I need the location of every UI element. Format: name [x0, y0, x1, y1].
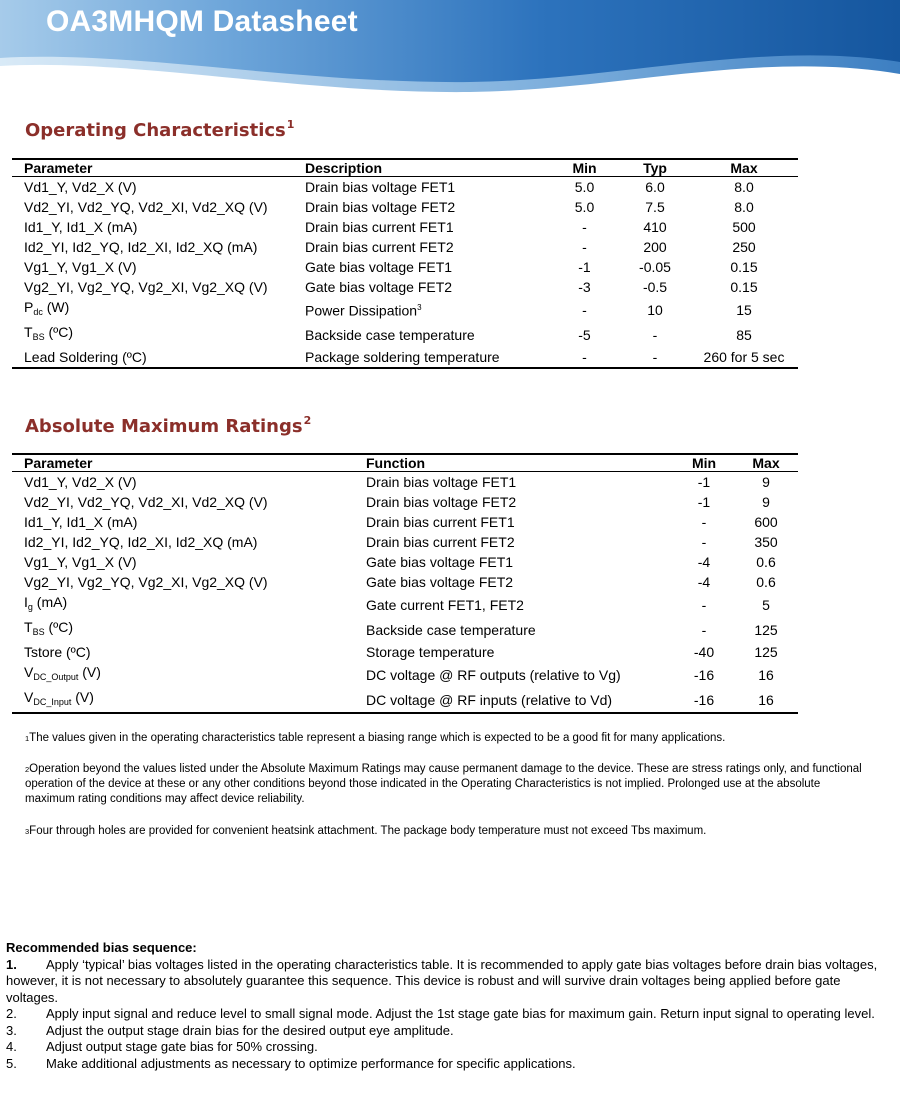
bias-step	[6, 957, 891, 1007]
cell-parameter: Vd1_Y, Vd2_X (V)	[24, 179, 137, 195]
description-text: Gate bias voltage FET2	[305, 279, 453, 295]
description-text: Drain bias voltage FET1	[305, 179, 456, 195]
cell-parameter: Vg1_Y, Vg1_X (V)	[24, 554, 137, 570]
description-text: Power Dissipation	[305, 302, 418, 319]
cell-parameter	[12, 687, 354, 713]
description-text: Gate bias voltage FET1	[305, 259, 453, 275]
cell-typ: 200	[643, 239, 667, 255]
cell-min: -1	[697, 494, 711, 510]
param-symbol: P	[24, 299, 34, 315]
cell-min: -	[701, 596, 707, 613]
table-row	[12, 642, 798, 662]
cell-typ: -0.5	[642, 279, 668, 295]
col-min: Min	[549, 159, 620, 177]
header-banner	[0, 0, 900, 110]
table-row	[12, 532, 798, 552]
col-function: Function	[354, 454, 674, 472]
cell-parameter: Lead Soldering (ºC)	[12, 347, 293, 368]
step-number: 1.	[6, 956, 17, 972]
cell-parameter	[12, 297, 293, 322]
bias-sequence-title: Recommended bias sequence:	[6, 940, 197, 955]
cell-max: 9	[762, 474, 770, 490]
cell-min: -	[582, 301, 587, 318]
cell-function: Gate bias voltage FET2	[366, 574, 514, 590]
col-description: Description	[293, 159, 549, 177]
bias-step	[6, 1056, 891, 1073]
cell-max: 125	[754, 644, 778, 660]
footnote-ref: 3	[25, 827, 30, 836]
page-title: OA3MHQM Datasheet	[46, 5, 358, 38]
cell-function: Gate current FET1, FET2	[366, 596, 524, 613]
cell-min: -16	[674, 687, 734, 713]
cell-typ: -	[620, 347, 690, 368]
cell-min: -	[701, 534, 707, 550]
step-number: 3.	[6, 1022, 17, 1038]
cell-min: -	[549, 347, 620, 368]
cell-function: Drain bias current FET1	[366, 514, 515, 530]
cell-description	[293, 322, 549, 347]
description-text: Drain bias voltage FET2	[305, 199, 456, 215]
description-text: Package soldering temperature	[305, 349, 500, 365]
table-row	[12, 217, 798, 237]
step-text: Apply input signal and reduce level to small signal mode. Adjust the 1st stage gate bias for maximum gain. Return input signal to operating level.	[46, 1006, 875, 1021]
cell-function: Drain bias voltage FET1	[366, 474, 517, 490]
cell-typ: 6.0	[645, 179, 665, 195]
table-row	[12, 592, 798, 617]
param-subscript: dc	[33, 307, 43, 317]
col-typ: Typ	[620, 159, 690, 177]
param-unit: (V)	[78, 664, 101, 680]
cell-max: 5	[762, 596, 770, 613]
step-number: 5.	[6, 1055, 17, 1071]
recommended-bias-sequence	[6, 940, 891, 1072]
cell-description	[293, 257, 549, 277]
cell-description	[293, 237, 549, 257]
cell-parameter	[12, 662, 354, 687]
table-row	[12, 277, 798, 297]
operating-note-ref: 1	[286, 118, 295, 131]
cell-function: Gate bias voltage FET1	[366, 554, 514, 570]
cell-max: 0.15	[730, 279, 758, 295]
cell-parameter: Vg2_YI, Vg2_YQ, Vg2_XI, Vg2_XQ (V)	[24, 279, 268, 295]
bias-step	[6, 1006, 891, 1023]
cell-function: Drain bias voltage FET2	[366, 494, 517, 510]
param-subscript: DC_Output	[33, 672, 79, 682]
cell-parameter: Id1_Y, Id1_X (mA)	[24, 514, 138, 530]
col-min: Min	[674, 454, 734, 472]
cell-parameter: Vd2_YI, Vd2_YQ, Vd2_XI, Vd2_XQ (V)	[24, 494, 268, 510]
param-subscript: DC_Input	[33, 697, 72, 707]
footnote-ref: 2	[25, 765, 30, 774]
cell-description	[293, 197, 549, 217]
footnote-3	[25, 824, 865, 839]
step-text: Apply ‘typical’ bias voltages listed in the operating characteristics table. It is recommended to apply gate bias voltages before drain bias voltages, however, it is not necessary to absolutely guarantee this sequence. This device is robust and will survive drain voltages being applied before gate voltages.	[6, 956, 878, 1005]
cell-min: -5	[578, 326, 591, 343]
cell-min: -	[582, 239, 587, 255]
step-number: 2.	[6, 1006, 17, 1021]
cell-max: 8.0	[734, 179, 754, 195]
operating-characteristics-title	[25, 120, 294, 141]
cell-max: 350	[754, 534, 778, 550]
cell-max: 0.6	[756, 554, 776, 570]
param-unit: (mA)	[32, 594, 68, 610]
cell-min: -16	[693, 666, 715, 683]
cell-max: 0.15	[730, 259, 758, 275]
cell-max: 0.6	[756, 574, 776, 590]
cell-max: 9	[762, 494, 770, 510]
cell-function: Drain bias current FET2	[366, 534, 515, 550]
cell-description	[293, 347, 549, 368]
cell-parameter: Vd2_YI, Vd2_YQ, Vd2_XI, Vd2_XQ (V)	[24, 199, 268, 215]
col-max: Max	[734, 454, 798, 472]
cell-max: 16	[734, 687, 798, 713]
cell-min: -3	[578, 279, 591, 295]
cell-function: DC voltage @ RF outputs (relative to Vg)	[366, 666, 621, 683]
absolute-title-text: Absolute Maximum Ratings	[25, 416, 303, 437]
cell-min: -	[582, 219, 587, 235]
cell-min: 5.0	[574, 199, 595, 215]
cell-min: -	[701, 514, 707, 530]
cell-min: -1	[578, 259, 591, 275]
param-unit: (V)	[71, 689, 94, 705]
cell-min: -	[701, 621, 707, 638]
cell-function: Backside case temperature	[366, 621, 536, 638]
cell-max: 8.0	[734, 199, 754, 215]
cell-parameter: Vg2_YI, Vg2_YQ, Vg2_XI, Vg2_XQ (V)	[24, 574, 268, 590]
cell-min: -4	[697, 554, 711, 570]
table-row	[12, 572, 798, 592]
param-symbol: T	[24, 619, 33, 635]
footnote-text: The values given in the operating characteristics table represent a biasing range which is expected to be a good fit for many applications.	[29, 732, 726, 744]
cell-typ: 7.5	[645, 199, 665, 215]
table-row	[12, 197, 798, 217]
param-subscript: g	[27, 602, 33, 612]
footnote-1	[25, 731, 865, 746]
table-row	[12, 347, 798, 368]
cell-max: 600	[754, 514, 778, 530]
cell-parameter: Tstore (ºC)	[24, 644, 91, 660]
cell-max: 125	[754, 621, 778, 638]
absolute-max-ratings-table	[12, 453, 798, 714]
cell-parameter: Id2_YI, Id2_YQ, Id2_XI, Id2_XQ (mA)	[24, 534, 258, 550]
step-text: Make additional adjustments as necessary to optimize performance for specific applications.	[46, 1055, 576, 1071]
cell-max: 250	[732, 239, 756, 255]
cell-function: Storage temperature	[366, 644, 495, 660]
table-row	[12, 662, 798, 687]
step-text: Adjust output stage gate bias for 50% crossing.	[46, 1039, 318, 1054]
footnote-ref: 1	[25, 734, 30, 743]
table-row	[12, 512, 798, 532]
bias-step	[6, 1023, 891, 1040]
col-parameter: Parameter	[12, 454, 354, 472]
table-row	[12, 552, 798, 572]
footnote-text: Four through holes are provided for convenient heatsink attachment. The package body temperature must not exceed Tbs maximum.	[29, 825, 707, 837]
cell-min: 5.0	[574, 179, 595, 195]
cell-typ: -	[652, 326, 658, 343]
param-unit: (ºC)	[44, 324, 74, 340]
cell-typ: 410	[643, 219, 667, 235]
param-unit: (ºC)	[44, 619, 74, 635]
param-subscript: BS	[32, 627, 45, 637]
cell-typ: -0.05	[639, 259, 671, 275]
cell-parameter: Id1_Y, Id1_X (mA)	[24, 219, 138, 235]
table-header-row	[12, 454, 798, 472]
description-text: Drain bias current FET1	[305, 219, 454, 235]
table-row	[12, 617, 798, 642]
operating-title-text: Operating Characteristics	[25, 120, 286, 141]
cell-parameter: Vd1_Y, Vd2_X (V)	[24, 474, 137, 490]
cell-parameter: Vg1_Y, Vg1_X (V)	[24, 259, 137, 275]
cell-parameter	[12, 592, 354, 617]
table-row	[12, 297, 798, 322]
description-text: Backside case temperature	[305, 326, 475, 343]
bias-step	[6, 1039, 891, 1056]
step-text: Adjust the output stage drain bias for the desired output eye amplitude.	[46, 1022, 454, 1038]
table-row	[12, 177, 798, 198]
cell-description	[293, 297, 549, 322]
cell-max: 15	[736, 301, 752, 318]
cell-max: 85	[736, 326, 752, 343]
cell-description	[293, 217, 549, 237]
cell-description	[293, 277, 549, 297]
footnote-text: Operation beyond the values listed under the Absolute Maximum Ratings may cause permanent damage to the device. These are stress ratings only, and functional operation of the device at these or any other conditions beyond those indicated in the Operating Characteristics is not implied. Prolonged use at the absolute maximum rating conditions may affect device reliability.	[25, 763, 862, 805]
cell-max: 260 for 5 sec	[690, 347, 798, 368]
col-max: Max	[690, 159, 798, 177]
param-symbol: T	[24, 324, 33, 340]
cell-typ: 10	[647, 301, 663, 318]
table-row	[12, 492, 798, 512]
absolute-note-ref: 2	[303, 414, 312, 427]
cell-min: -4	[697, 574, 711, 590]
cell-description	[293, 177, 549, 198]
footnote-2	[25, 762, 865, 807]
table-row	[12, 322, 798, 347]
param-unit: (W)	[42, 299, 70, 315]
cell-function: DC voltage @ RF inputs (relative to Vd)	[354, 687, 674, 713]
table-row	[12, 257, 798, 277]
table-row	[12, 472, 798, 493]
cell-max: 16	[758, 666, 774, 683]
footnote-ref: 3	[417, 303, 422, 313]
operating-characteristics-table	[12, 158, 798, 369]
cell-parameter: Id2_YI, Id2_YQ, Id2_XI, Id2_XQ (mA)	[24, 239, 258, 255]
absolute-max-ratings-title	[25, 416, 311, 437]
cell-max: 500	[732, 219, 756, 235]
cell-parameter	[12, 322, 293, 347]
param-symbol: I	[24, 594, 28, 610]
step-number: 4.	[6, 1039, 17, 1054]
cell-parameter	[12, 617, 354, 642]
table-row	[12, 237, 798, 257]
param-subscript: BS	[32, 332, 45, 342]
description-text: Drain bias current FET2	[305, 239, 454, 255]
cell-min: -1	[697, 474, 711, 490]
table-header-row	[12, 159, 798, 177]
col-parameter: Parameter	[12, 159, 293, 177]
param-symbol: V	[24, 664, 34, 680]
cell-min: -40	[693, 644, 715, 660]
table-row	[12, 687, 798, 713]
param-symbol: V	[24, 689, 34, 705]
